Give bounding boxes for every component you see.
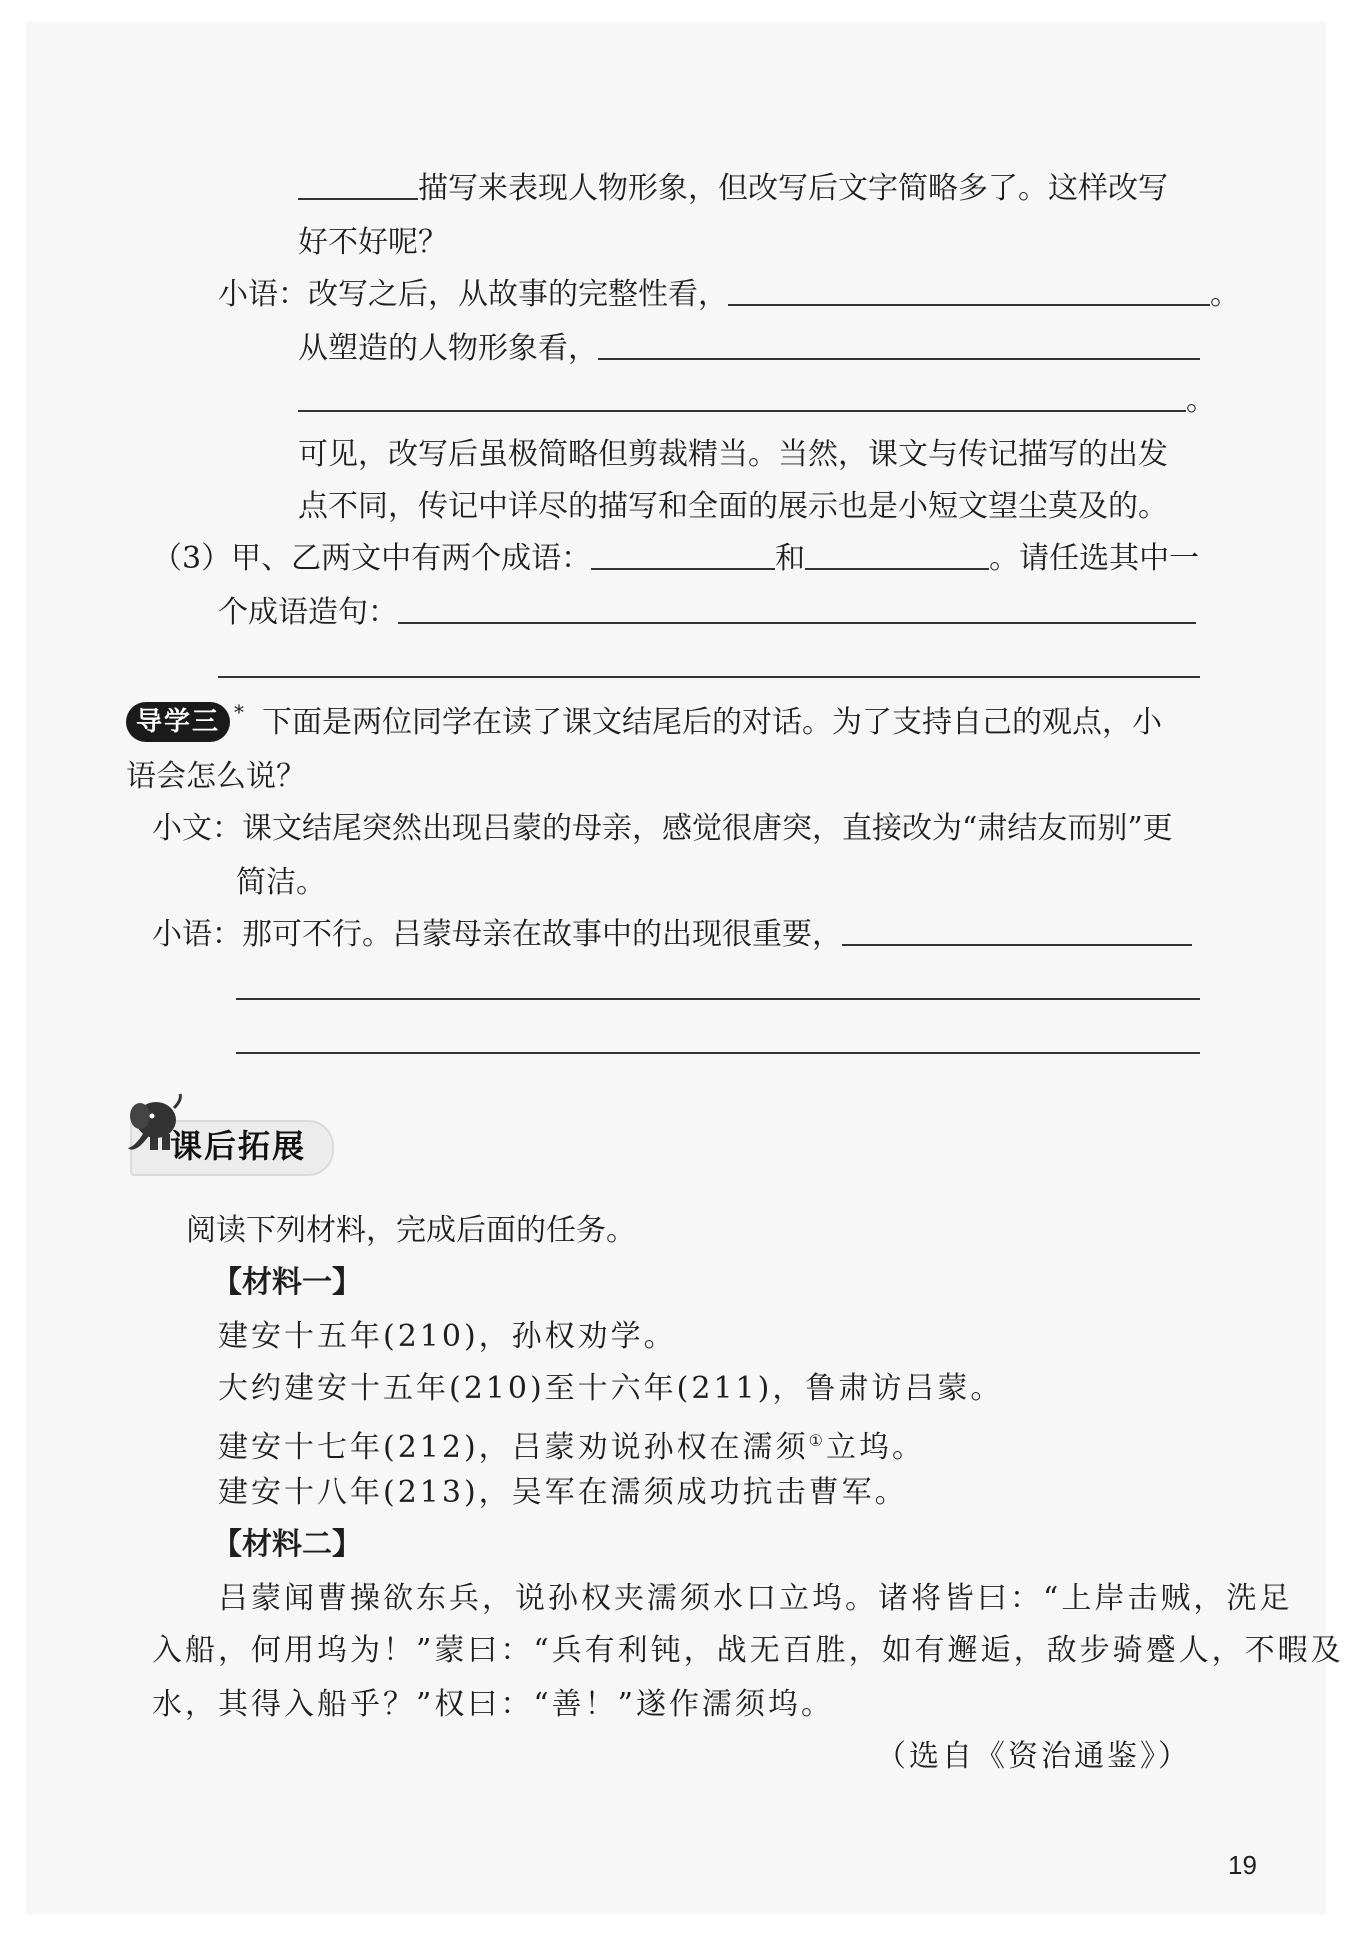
material-heading: 【材料一】 xyxy=(212,1265,362,1300)
star-marker: * xyxy=(234,700,244,724)
text-line: 语会怎么说？ xyxy=(126,759,306,794)
material-heading: 【材料二】 xyxy=(212,1527,362,1562)
text-line: 好不好呢？ xyxy=(298,225,448,260)
text-line: 小语：那可不行。吕蒙母亲在故事中的出现很重要， xyxy=(152,914,1192,956)
answer-blank[interactable] xyxy=(298,380,1186,412)
text-line: 大约建安十五年(210)至十六年(211)，鲁肃访吕蒙。 xyxy=(218,1371,1004,1406)
text-line: 小语：改写之后，从故事的完整性看， 。 xyxy=(218,274,1240,316)
text-line: 可见，改写后虽极简略但剪裁精当。当然，课文与传记描写的出发 xyxy=(298,437,1168,472)
text-line: 水，其得入船乎？”权曰：“善！”遂作濡须坞。 xyxy=(152,1687,835,1722)
text-line: 。 xyxy=(298,380,1216,422)
answer-line[interactable] xyxy=(236,998,1200,1000)
answer-blank[interactable] xyxy=(805,538,989,570)
text-line: 小文：课文结尾突然出现吕蒙的母亲，感觉很唐突，直接改为“肃结友而别”更 xyxy=(152,811,1173,846)
text-line: 建安十七年(212)，吕蒙劝说孙权在濡须①立坞。 xyxy=(218,1430,926,1465)
answer-blank[interactable] xyxy=(842,914,1192,946)
text-line: 下面是两位同学在读了课文结尾后的对话。为了支持自己的观点，小 xyxy=(262,705,1162,740)
source-citation: （选自《资治通鉴》） xyxy=(876,1739,1191,1774)
answer-line[interactable] xyxy=(236,1052,1200,1054)
footnote-marker: ① xyxy=(808,1431,827,1450)
answer-blank[interactable] xyxy=(298,168,418,200)
answer-blank[interactable] xyxy=(398,592,1196,624)
question-3: （3）甲、乙两文中有两个成语： 和 。请任选其中一 xyxy=(152,538,1199,580)
answer-blank[interactable] xyxy=(591,538,775,570)
text-line: 个成语造句： xyxy=(218,592,1196,634)
text-line: 建安十八年(213)，吴军在濡须成功抗击曹军。 xyxy=(218,1475,908,1510)
text-line: 建安十五年(210)，孙权劝学。 xyxy=(218,1319,677,1354)
text-line: 点不同，传记中详尽的描写和全面的展示也是小短文望尘莫及的。 xyxy=(298,489,1168,524)
text-line: 吕蒙闻曹操欲东兵，说孙权夹濡须水口立坞。诸将皆曰：“上岸击贼，洗足 xyxy=(218,1581,1293,1616)
text-line: 阅读下列材料，完成后面的任务。 xyxy=(186,1213,636,1248)
answer-blank[interactable] xyxy=(728,274,1210,306)
text-line: 简洁。 xyxy=(236,865,326,900)
section-title: 课后拓展 xyxy=(170,1127,307,1165)
text-line: 入船，何用坞为！”蒙曰：“兵有利钝，战无百胜，如有邂逅，敌步骑蹙人，不暇及 xyxy=(152,1633,1344,1668)
answer-line[interactable] xyxy=(218,676,1200,678)
answer-blank[interactable] xyxy=(598,328,1200,360)
page-number: 19 xyxy=(1228,1850,1257,1880)
guide-badge: 导学三 xyxy=(126,702,230,742)
text-line: 从塑造的人物形象看， xyxy=(298,328,1200,370)
text-line: 描写来表现人物形象，但改写后文字简略多了。这样改写 xyxy=(298,168,1168,210)
